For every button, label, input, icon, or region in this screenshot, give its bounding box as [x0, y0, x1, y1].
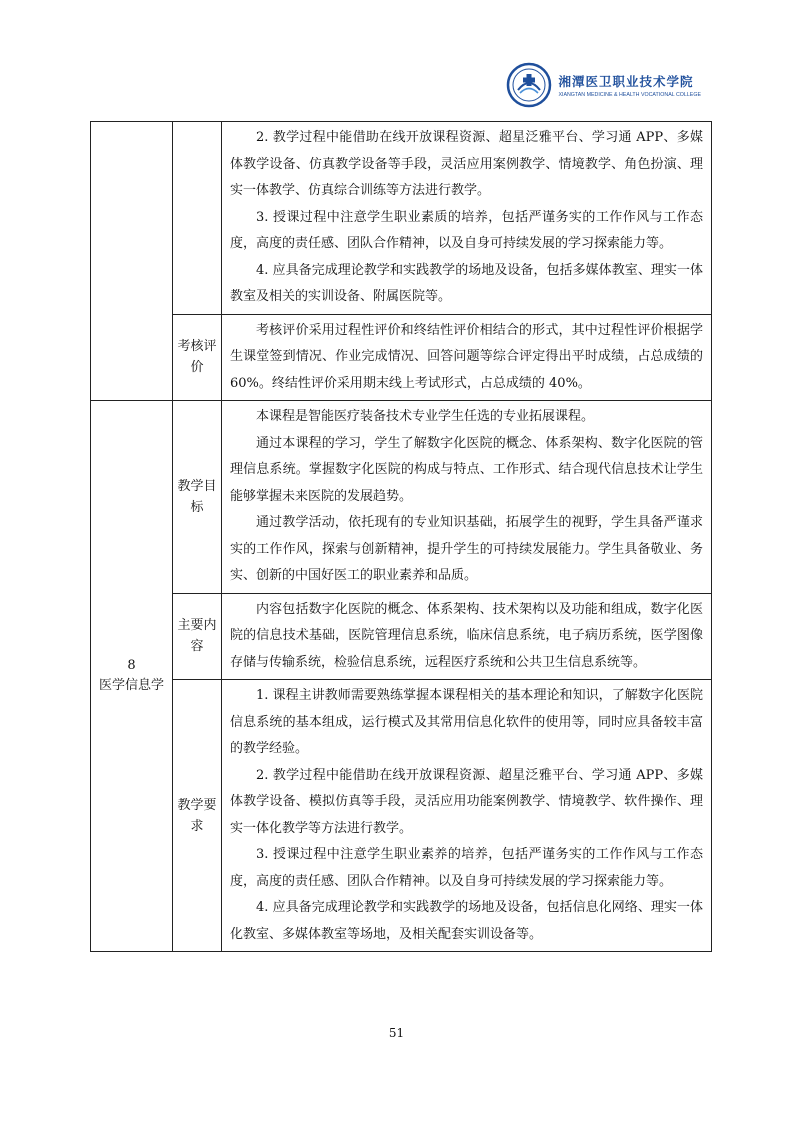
- goal-paragraph: 本课程是智能医疗装备技术专业学生任选的专业拓展课程。: [256, 409, 595, 424]
- content-label: 主要内容: [173, 593, 222, 680]
- requirement-paragraph: 4. 应具备完成理论教学和实践教学的场地及设备，包括信息化网络、理实一体化教室、多媒体教室等场地，及相关配套实训设备等。: [230, 900, 703, 942]
- requirements-cell: [222, 680, 712, 952]
- requirement-paragraph: 4. 应具备完成理论教学和实践教学的场地及设备，包括多媒体教室、理实一体教室及相关的实训设备、附属医院等。: [230, 262, 703, 304]
- assessment-text: 考核评价采用过程性评价和终结性评价相结合的形式，其中过程性评价根据学生课堂签到情况、作业完成情况、回答问题等综合评定得出平时成绩，占总成绩的 60%。终结性评价采用期末线上考试形式，占总成绩的 40%。: [230, 322, 703, 391]
- requirement-paragraph: 2. 教学过程中能借助在线开放课程资源、超星泛雅平台、学习通 APP、多媒体教学设备、仿真教学设备等手段，灵活应用案例教学、情境教学、角色扮演、理实一体教学、仿真综合训练等方法进行教学。: [230, 130, 703, 198]
- page-header: [506, 62, 701, 108]
- content-text: 内容包括数字化医院的概念、体系架构、技术架构以及功能和组成，数字化医院的信息技术基础，医院管理信息系统，临床信息系统，电子病历系统，医学图像存储与传输系统，检验信息系统，远程医疗系统和公共卫生信息系统等。: [230, 601, 703, 670]
- requirements-label: 教学要求: [173, 680, 222, 952]
- requirement-paragraph: 3. 授课过程中注意学生职业素养的培养，包括严谨务实的工作作风与工作态度，高度的责任感、团队合作精神。以及自身可持续发展的学习探索能力等。: [230, 847, 703, 889]
- course-table: [90, 121, 712, 952]
- requirement-paragraph: 3. 授课过程中注意学生职业素质的培养，包括严谨务实的工作作风与工作态度，高度的责任感、团队合作精神，以及自身可持续发展的学习探索能力等。: [230, 209, 703, 251]
- course-cell: [91, 401, 173, 952]
- requirement-paragraph: 2. 教学过程中能借助在线开放课程资源、超星泛雅平台、学习通 APP、多媒体教学设备、模拟仿真等手段，灵活应用功能案例教学、情境教学、软件操作、理实一体化教学等方法进行教学。: [230, 767, 703, 836]
- goal-paragraph: 通过教学活动，依托现有的专业知识基础，拓展学生的视野，学生具备严谨求实的工作作风，探索与创新精神，提升学生的可持续发展能力。学生具备敬业、务实、创新的中国好医工的职业素养和品质。: [230, 515, 703, 583]
- course-name: 医学信息学: [98, 678, 164, 693]
- requirements-label-cell-empty: [173, 122, 222, 315]
- college-name-en: XIANGTAN MEDICINE & HEALTH VOCATIONAL COLLEGE: [558, 92, 701, 98]
- content-cell: [222, 593, 712, 680]
- table-row: [91, 593, 712, 680]
- page-number: 51: [388, 1026, 405, 1040]
- table-row: [91, 680, 712, 952]
- course-cell-empty: [91, 122, 173, 401]
- requirement-paragraph: 1. 课程主讲教师需要熟练掌握本课程相关的基本理论和知识，了解数字化医院信息系统的基本组成，运行模式及其常用信息化软件的使用等，同时应具备较丰富的教学经验。: [230, 688, 703, 756]
- goals-cell: [222, 401, 712, 594]
- goals-label: 教学目标: [173, 401, 222, 594]
- assessment-cell: [222, 314, 712, 401]
- assessment-label: 考核评价: [173, 314, 222, 401]
- goal-paragraph: 通过本课程的学习，学生了解数字化医院的概念、体系架构、数字化医院的管理信息系统。掌握数字化医院的构成与特点、工作形式、结合现代信息技术让学生能够掌握未来医院的发展趋势。: [230, 435, 703, 504]
- course-number: 8: [127, 658, 136, 673]
- table-row: [91, 314, 712, 401]
- table-row: [91, 401, 712, 594]
- college-logo-icon: [506, 62, 552, 108]
- table-row: [91, 122, 712, 315]
- requirements-cell: [222, 122, 712, 315]
- college-name-cn: 湘潭医卫职业技术学院: [558, 74, 694, 89]
